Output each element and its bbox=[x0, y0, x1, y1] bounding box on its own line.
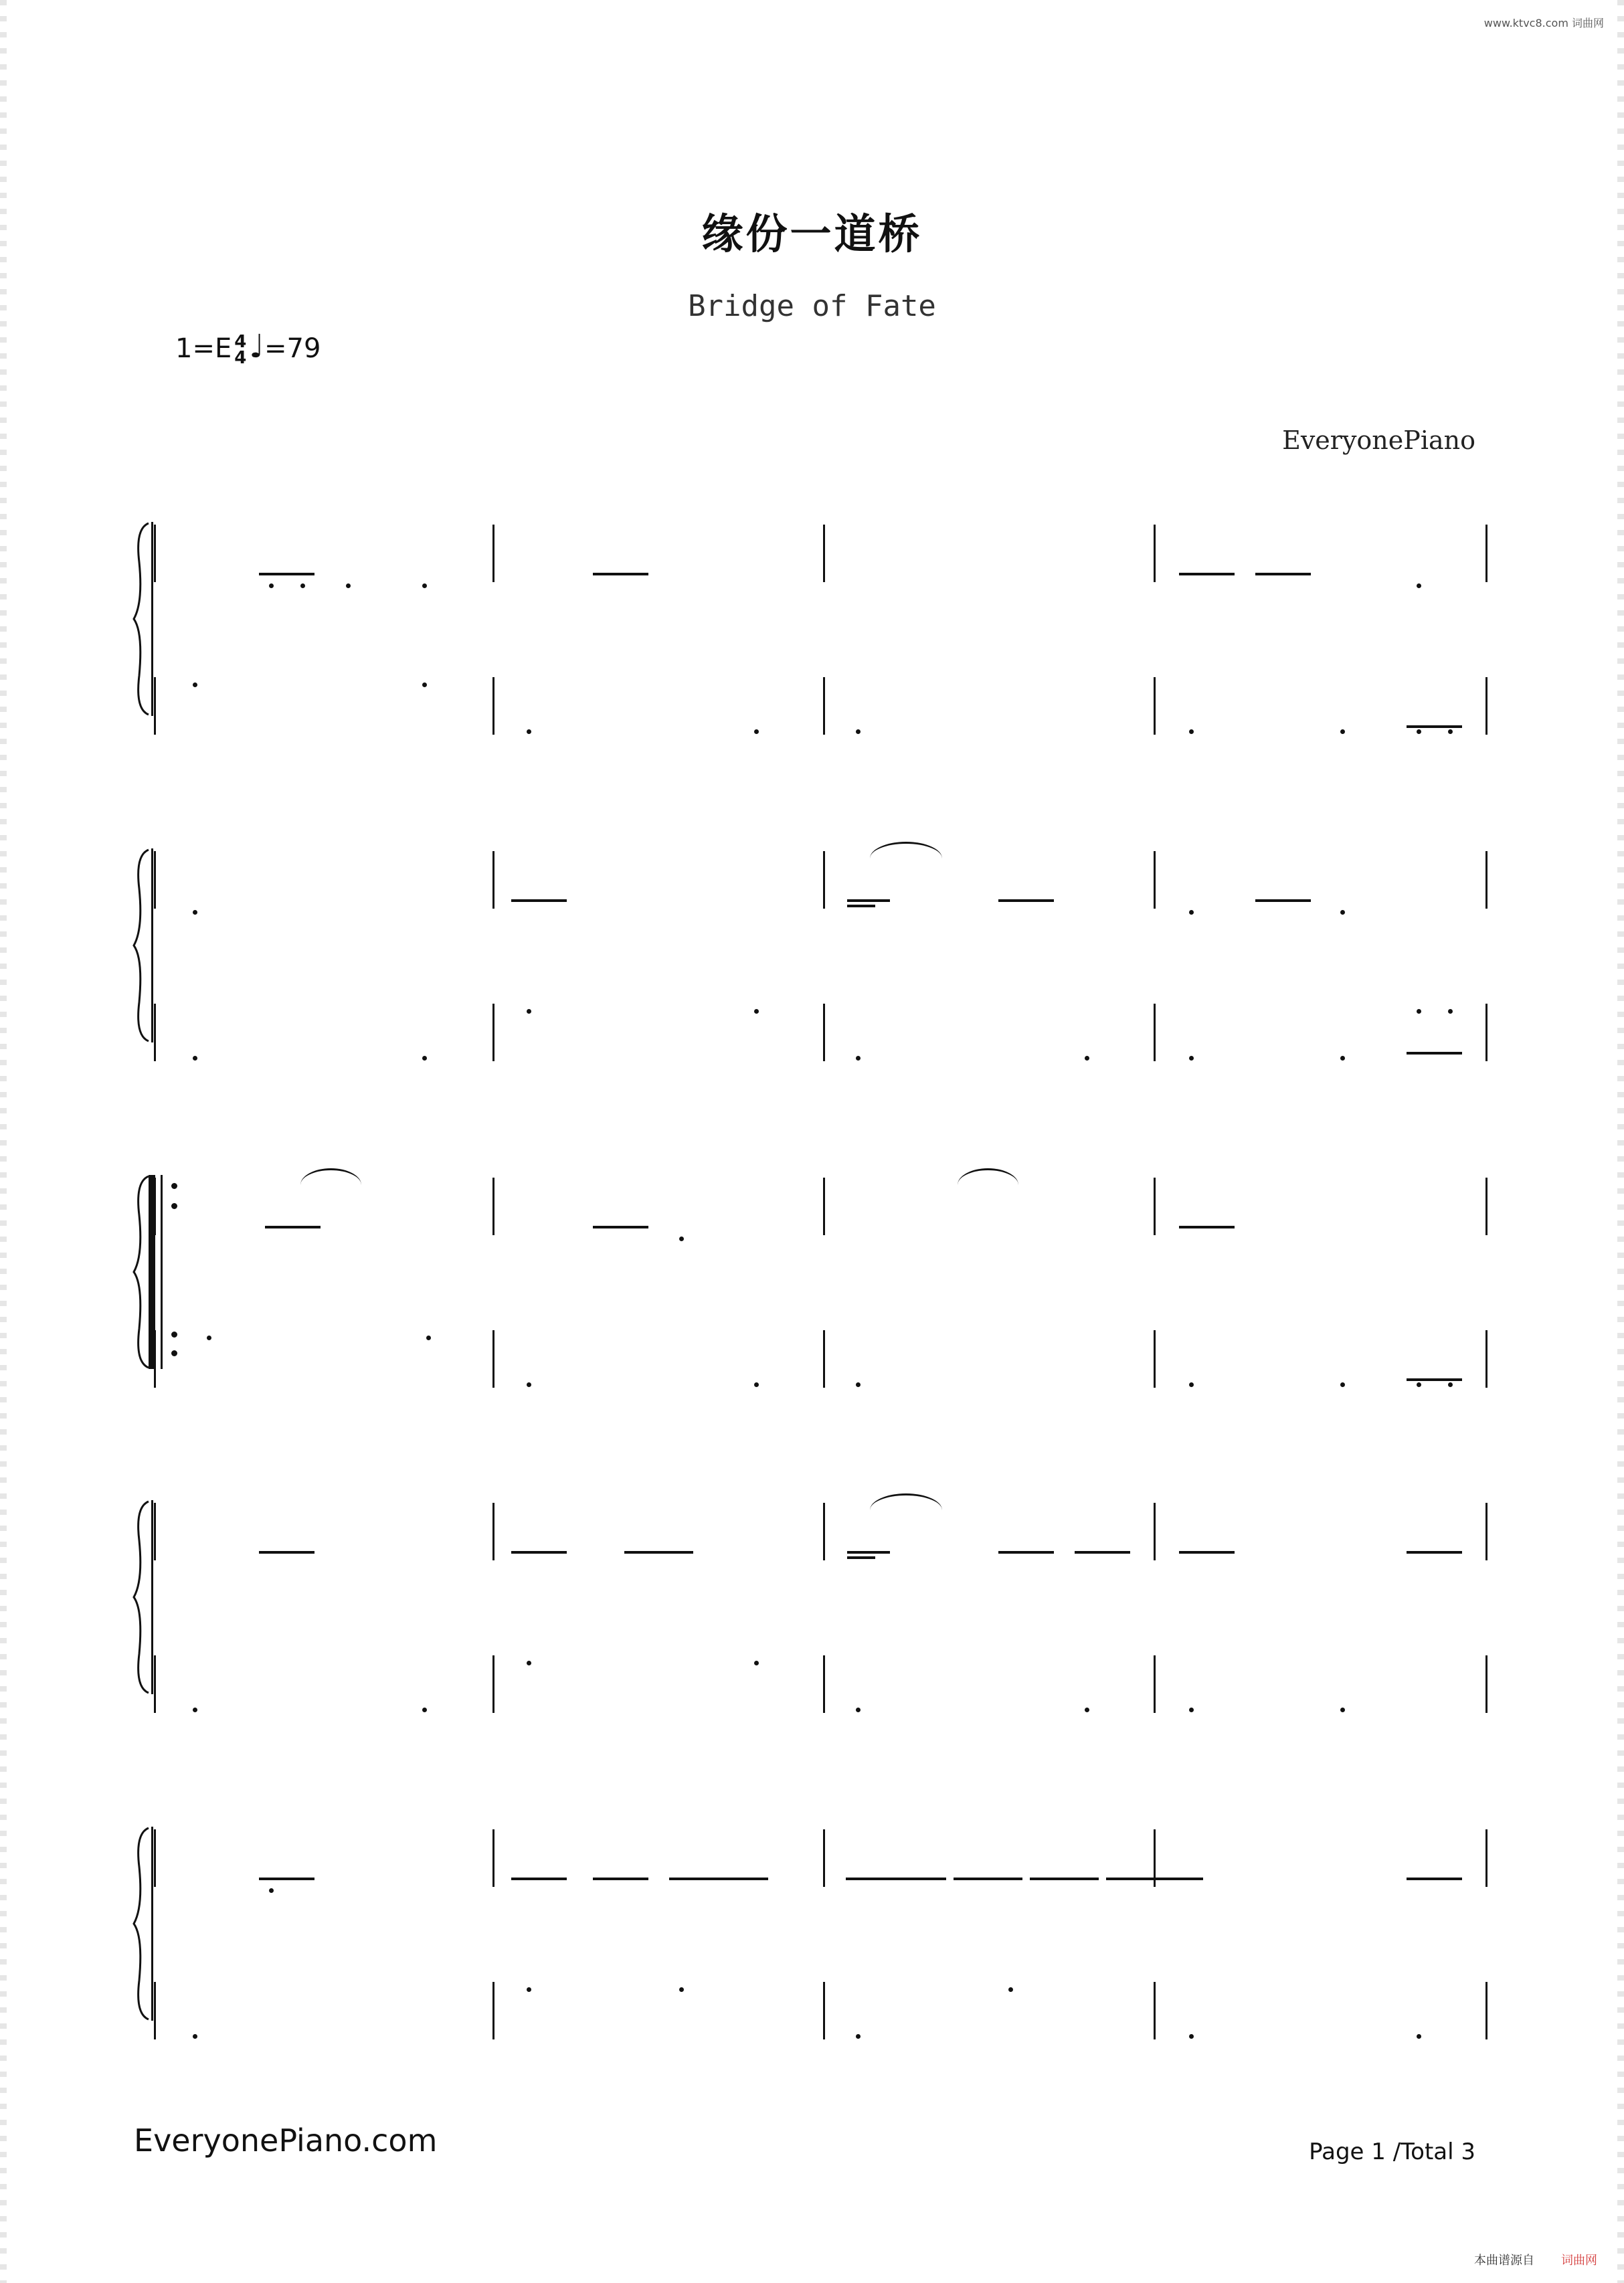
octave-dot-below bbox=[346, 583, 351, 588]
octave-dot-above bbox=[1448, 1009, 1453, 1014]
barline bbox=[154, 525, 156, 582]
octave-dot-below bbox=[1340, 1708, 1345, 1712]
beam-underline bbox=[511, 899, 567, 902]
barline bbox=[1154, 1982, 1156, 2039]
octave-dot-below bbox=[1417, 583, 1421, 588]
barline bbox=[823, 1178, 825, 1235]
octave-dot-below bbox=[1340, 1056, 1345, 1061]
system-brace bbox=[131, 1827, 151, 2023]
repeat-start-thin-bar bbox=[161, 1175, 163, 1369]
barline bbox=[154, 677, 156, 735]
barline bbox=[823, 525, 825, 582]
octave-dot-below bbox=[754, 729, 759, 734]
barline bbox=[1485, 1655, 1487, 1713]
octave-dot-below bbox=[193, 910, 197, 915]
system-brace bbox=[131, 522, 151, 719]
time-signature-top: 4 bbox=[234, 332, 247, 352]
octave-dot-below bbox=[193, 2034, 197, 2039]
beam-underline bbox=[954, 1878, 1022, 1880]
barline bbox=[1154, 1655, 1156, 1713]
octave-dot-below bbox=[1448, 729, 1453, 734]
beam-underline bbox=[1407, 1551, 1462, 1554]
beam-underline bbox=[1030, 1878, 1099, 1880]
barline bbox=[1154, 1330, 1156, 1388]
tempo-value: =79 bbox=[264, 333, 321, 364]
barline bbox=[823, 851, 825, 909]
beam-underline bbox=[1179, 573, 1235, 575]
beam-underline bbox=[998, 1551, 1054, 1554]
beam-underline bbox=[1075, 1551, 1130, 1554]
beam-underline bbox=[1179, 1226, 1235, 1228]
barline bbox=[492, 1178, 494, 1235]
barline bbox=[492, 1982, 494, 2039]
octave-dot-below bbox=[422, 1056, 427, 1061]
beam-underline bbox=[1407, 1878, 1462, 1880]
barline bbox=[823, 1829, 825, 1887]
octave-dot-below bbox=[856, 1708, 861, 1712]
system-line bbox=[151, 1827, 153, 2021]
octave-dot-above bbox=[754, 1661, 759, 1665]
beam-underline bbox=[259, 573, 314, 575]
footer-site: EveryonePiano.com bbox=[134, 2122, 438, 2159]
barline bbox=[492, 1829, 494, 1887]
barline bbox=[492, 677, 494, 735]
repeat-dot bbox=[171, 1350, 177, 1356]
tie-arc bbox=[870, 842, 942, 858]
beam-underline bbox=[1255, 899, 1311, 902]
octave-dot-below bbox=[300, 583, 305, 588]
beam-underline bbox=[593, 1878, 648, 1880]
octave-dot-above bbox=[193, 682, 197, 687]
system-brace bbox=[131, 1500, 151, 1697]
system-line bbox=[151, 1175, 153, 1369]
quarter-note-icon: ♩ bbox=[249, 328, 264, 365]
page-number: Page 1 /Total 3 bbox=[1309, 2138, 1475, 2165]
page-title: 缘份一道桥 bbox=[701, 209, 923, 258]
octave-dot-below bbox=[1189, 2034, 1194, 2039]
beam-underline bbox=[847, 899, 875, 902]
barline bbox=[1485, 1503, 1487, 1560]
octave-dot-above bbox=[527, 1661, 531, 1665]
barline bbox=[823, 1982, 825, 2039]
octave-dot-above bbox=[207, 1336, 211, 1340]
octave-dot-above bbox=[679, 1987, 684, 1992]
corner-watermark-top: www.ktvc8.com 词曲网 bbox=[1483, 17, 1604, 29]
octave-dot-above bbox=[1008, 1987, 1013, 1992]
barline bbox=[492, 1330, 494, 1388]
barline bbox=[823, 1655, 825, 1713]
barline bbox=[823, 1330, 825, 1388]
beam-underline bbox=[846, 1878, 946, 1880]
octave-dot-below bbox=[1189, 729, 1194, 734]
key-tempo-marking bbox=[175, 328, 321, 366]
octave-dot-below bbox=[193, 1056, 197, 1061]
octave-dot-above bbox=[1417, 1009, 1421, 1014]
octave-dot-above bbox=[527, 1009, 531, 1014]
barline bbox=[1485, 1178, 1487, 1235]
barline bbox=[823, 677, 825, 735]
barline bbox=[492, 851, 494, 909]
beam-underline bbox=[1255, 573, 1311, 575]
barline bbox=[823, 1503, 825, 1560]
barline bbox=[492, 1503, 494, 1560]
beam-underline bbox=[593, 1226, 648, 1228]
barline bbox=[1154, 851, 1156, 909]
octave-dot-below bbox=[1085, 1056, 1089, 1061]
barline bbox=[492, 1655, 494, 1713]
octave-dot-above bbox=[754, 1009, 759, 1014]
system-line bbox=[151, 522, 153, 716]
octave-dot-below bbox=[269, 583, 274, 588]
octave-dot-below bbox=[193, 1708, 197, 1712]
barline bbox=[1485, 525, 1487, 582]
barline bbox=[1154, 1004, 1156, 1061]
octave-dot-below bbox=[527, 729, 531, 734]
barline bbox=[154, 851, 156, 909]
octave-dot-below bbox=[527, 1382, 531, 1387]
octave-dot-below bbox=[856, 729, 861, 734]
octave-dot-below bbox=[754, 1382, 759, 1387]
barline bbox=[492, 1004, 494, 1061]
beam-underline-double bbox=[847, 1556, 875, 1559]
tie-arc bbox=[958, 1168, 1018, 1185]
bass-beam-underline bbox=[1407, 1052, 1462, 1055]
time-signature bbox=[234, 334, 246, 366]
beam-underline bbox=[259, 1878, 314, 1880]
beam-underline bbox=[259, 1551, 314, 1554]
barline bbox=[1485, 677, 1487, 735]
beam-underline bbox=[1106, 1878, 1203, 1880]
octave-dot-below bbox=[1085, 1708, 1089, 1712]
system-line bbox=[151, 848, 153, 1042]
octave-dot-below bbox=[1340, 910, 1345, 915]
barline bbox=[1485, 1330, 1487, 1388]
tie-arc bbox=[300, 1168, 361, 1185]
arranger-credit: EveryonePiano bbox=[1282, 426, 1475, 455]
barline bbox=[1485, 1829, 1487, 1887]
barline bbox=[1154, 525, 1156, 582]
octave-dot-below bbox=[1417, 729, 1421, 734]
barline bbox=[154, 1829, 156, 1887]
octave-dot-below bbox=[1189, 910, 1194, 915]
octave-dot-below bbox=[1189, 1056, 1194, 1061]
octave-dot-below bbox=[856, 1056, 861, 1061]
tie-arc bbox=[870, 1493, 942, 1510]
bass-beam-underline bbox=[1407, 725, 1462, 728]
octave-dot-below bbox=[1417, 1382, 1421, 1387]
beam-underline bbox=[669, 1878, 768, 1880]
octave-dot-above bbox=[422, 682, 427, 687]
beam-underline bbox=[593, 573, 648, 575]
barline bbox=[154, 1178, 156, 1235]
barline bbox=[1154, 1178, 1156, 1235]
barline bbox=[154, 1982, 156, 2039]
octave-dot-below bbox=[1340, 729, 1345, 734]
system-brace bbox=[131, 848, 151, 1045]
barline bbox=[1485, 851, 1487, 909]
beam-underline bbox=[998, 899, 1054, 902]
octave-dot-above bbox=[527, 1987, 531, 1992]
barline bbox=[154, 1004, 156, 1061]
key-signature: 1=E bbox=[175, 333, 232, 364]
barline bbox=[1485, 1004, 1487, 1061]
octave-dot-below bbox=[422, 583, 427, 588]
beam-underline-double bbox=[847, 905, 875, 907]
beam-underline bbox=[511, 1878, 567, 1880]
time-signature-bottom: 4 bbox=[234, 348, 247, 368]
repeat-dot bbox=[171, 1203, 177, 1209]
octave-dot-below bbox=[1189, 1708, 1194, 1712]
repeat-dot bbox=[171, 1183, 177, 1189]
barline bbox=[154, 1655, 156, 1713]
octave-dot-below bbox=[269, 1888, 274, 1893]
corner-source-label: 本曲谱源自 bbox=[1474, 2254, 1534, 2268]
octave-dot-below bbox=[422, 1708, 427, 1712]
beam-underline bbox=[265, 1226, 321, 1228]
page-left-edge bbox=[0, 0, 7, 2283]
beam-underline bbox=[1179, 1551, 1235, 1554]
barline bbox=[823, 1004, 825, 1061]
barline bbox=[1154, 1503, 1156, 1560]
beam-underline bbox=[847, 1551, 875, 1554]
octave-dot-below bbox=[1448, 1382, 1453, 1387]
repeat-dot bbox=[171, 1332, 177, 1338]
bass-beam-underline bbox=[1407, 1378, 1462, 1381]
beam-underline bbox=[511, 1551, 567, 1554]
barline bbox=[154, 1503, 156, 1560]
corner-watermark-bottom bbox=[1474, 2251, 1597, 2268]
barline bbox=[154, 1330, 156, 1388]
beam-underline bbox=[624, 1551, 693, 1554]
corner-source-brand: 词曲网 bbox=[1561, 2254, 1597, 2268]
barline bbox=[492, 525, 494, 582]
octave-dot-below bbox=[1340, 1382, 1345, 1387]
octave-dot-below bbox=[679, 1237, 684, 1241]
barline bbox=[1485, 1982, 1487, 2039]
page-subtitle: Bridge of Fate bbox=[688, 289, 936, 323]
octave-dot-above bbox=[426, 1336, 431, 1340]
system-line bbox=[151, 1500, 153, 1694]
octave-dot-below bbox=[1189, 1382, 1194, 1387]
barline bbox=[1154, 677, 1156, 735]
octave-dot-below bbox=[1417, 2034, 1421, 2039]
octave-dot-below bbox=[856, 1382, 861, 1387]
octave-dot-below bbox=[856, 2034, 861, 2039]
page-right-edge bbox=[1617, 0, 1624, 2283]
